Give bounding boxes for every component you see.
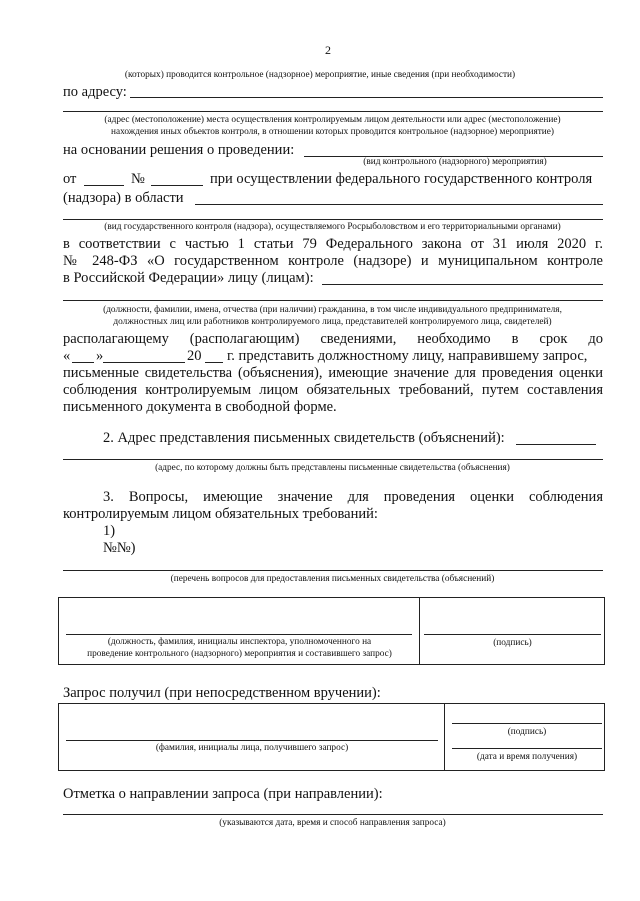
para2-year: 20 bbox=[187, 348, 202, 364]
section-2-line[interactable] bbox=[516, 444, 596, 445]
sent-title: Отметка о направлении запроса (при направлении): bbox=[63, 786, 383, 802]
from-label: от bbox=[63, 171, 77, 187]
section-3-item1: 1) bbox=[103, 523, 116, 539]
para2-date-close: » bbox=[96, 348, 104, 364]
received-title: Запрос получил (при непосредственном вручении): bbox=[63, 685, 381, 701]
day-line[interactable] bbox=[72, 362, 94, 363]
caption-section-2: (адрес, по которому должны быть представлены письменные свидетельства (объяснения) bbox=[155, 463, 510, 473]
caption-address-1: (адрес (местоположение) места осуществления контролируемым лицом деятельности или адрес (местоположение) bbox=[104, 115, 561, 125]
address-label: по адресу: bbox=[63, 84, 127, 100]
region-label: (надзора) в области bbox=[63, 190, 184, 206]
caption-received-datetime: (дата и время получения) bbox=[476, 752, 578, 762]
section-3-line[interactable] bbox=[63, 570, 603, 571]
person-line[interactable] bbox=[322, 284, 603, 285]
address-line-2[interactable] bbox=[63, 111, 603, 112]
region-line-2[interactable] bbox=[63, 219, 603, 220]
caption-inspector-1: (должность, фамилия, инициалы инспектора, уполномоченного на bbox=[107, 637, 372, 647]
received-name-line[interactable] bbox=[66, 740, 438, 741]
number-line[interactable] bbox=[151, 185, 203, 186]
caption-control: (вид государственного контроля (надзора), осуществляемого Росрыболовством и его территориальными органами) bbox=[104, 222, 561, 232]
section-2-title: 2. Адрес представления письменных свидетельств (объяснений): bbox=[103, 430, 505, 446]
received-signature-line[interactable] bbox=[452, 723, 602, 724]
date-line[interactable] bbox=[84, 185, 124, 186]
year-line[interactable] bbox=[205, 362, 223, 363]
para2-line5: письменного документа в свободной форме. bbox=[63, 399, 337, 415]
para1-line2: № 248-ФЗ «О государственном контроле (надзоре) и муниципальном контроле bbox=[63, 253, 603, 269]
caption-section-3: (перечень вопросов для предоставления письменных свидетельства (объяснений) bbox=[170, 574, 495, 584]
caption-received-signature: (подпись) bbox=[507, 727, 547, 737]
month-line[interactable] bbox=[103, 362, 185, 363]
decision-label: на основании решения о проведении: bbox=[63, 142, 295, 158]
received-box-divider bbox=[444, 703, 445, 771]
page-number: 2 bbox=[325, 43, 331, 57]
caption-received-name: (фамилия, инициалы лица, получившего запрос) bbox=[155, 743, 349, 753]
caption-sent: (указываются дата, время и способ направления запроса) bbox=[219, 818, 446, 828]
section-2-line-2[interactable] bbox=[63, 459, 603, 460]
caption-person-1: (должности, фамилии, имена, отчества (при наличии) гражданина, в том числе индивидуального предпринимателя, bbox=[103, 305, 562, 315]
region-line[interactable] bbox=[195, 204, 603, 205]
inspector-name-line[interactable] bbox=[66, 634, 412, 635]
inspector-box-divider bbox=[419, 597, 420, 665]
number-label: № bbox=[131, 171, 145, 187]
sent-line[interactable] bbox=[63, 814, 603, 815]
received-datetime-line[interactable] bbox=[452, 748, 602, 749]
federal-text: при осуществлении федерального государственного контроля bbox=[210, 171, 593, 187]
caption-signature: (подпись) bbox=[493, 638, 532, 648]
para2-line4: соблюдения контролируемым лицом обязательных требований, путем составления bbox=[63, 382, 603, 398]
section-3-item2: №№) bbox=[103, 540, 136, 556]
caption-address-2: нахождения иных объектов контроля, в отношении которых проводится контрольное (надзорное) мероприятие) bbox=[110, 127, 555, 137]
para1-line3: в Российской Федерации» лицу (лицам): bbox=[63, 270, 314, 286]
inspector-signature-line[interactable] bbox=[424, 634, 601, 635]
para2-line1: располагающему (располагающим) сведениями, необходимо в срок до bbox=[63, 331, 603, 347]
caption-decision: (вид контрольного (надзорного) мероприятия) bbox=[363, 157, 547, 167]
para2-line3: письменные свидетельства (объяснения), имеющие значение для проведения оценки bbox=[63, 365, 603, 381]
person-line-2[interactable] bbox=[63, 300, 603, 301]
caption-person-2: должностных лиц или работников контролируемого лица, представителей контролируемого лица, свидетелей) bbox=[113, 317, 552, 327]
section-3-line2: контролируемым лицом обязательных требований: bbox=[63, 506, 378, 522]
section-3-line1: 3. Вопросы, имеющие значение для проведения оценки соблюдения bbox=[103, 489, 603, 505]
address-line[interactable] bbox=[130, 97, 603, 98]
para2-line2: г. представить должностному лицу, направившему запрос, bbox=[227, 348, 588, 364]
para2-date-open: « bbox=[63, 348, 71, 364]
para1-line1: в соответствии с частью 1 статьи 79 Федерального закона от 31 июля 2020 г. bbox=[63, 236, 603, 252]
caption-object: (которых) проводится контрольное (надзорное) мероприятие, иные сведения (при необходимости) bbox=[124, 70, 516, 80]
caption-inspector-2: проведение контрольного (надзорного) мероприятия и составившего запрос) bbox=[87, 649, 392, 659]
